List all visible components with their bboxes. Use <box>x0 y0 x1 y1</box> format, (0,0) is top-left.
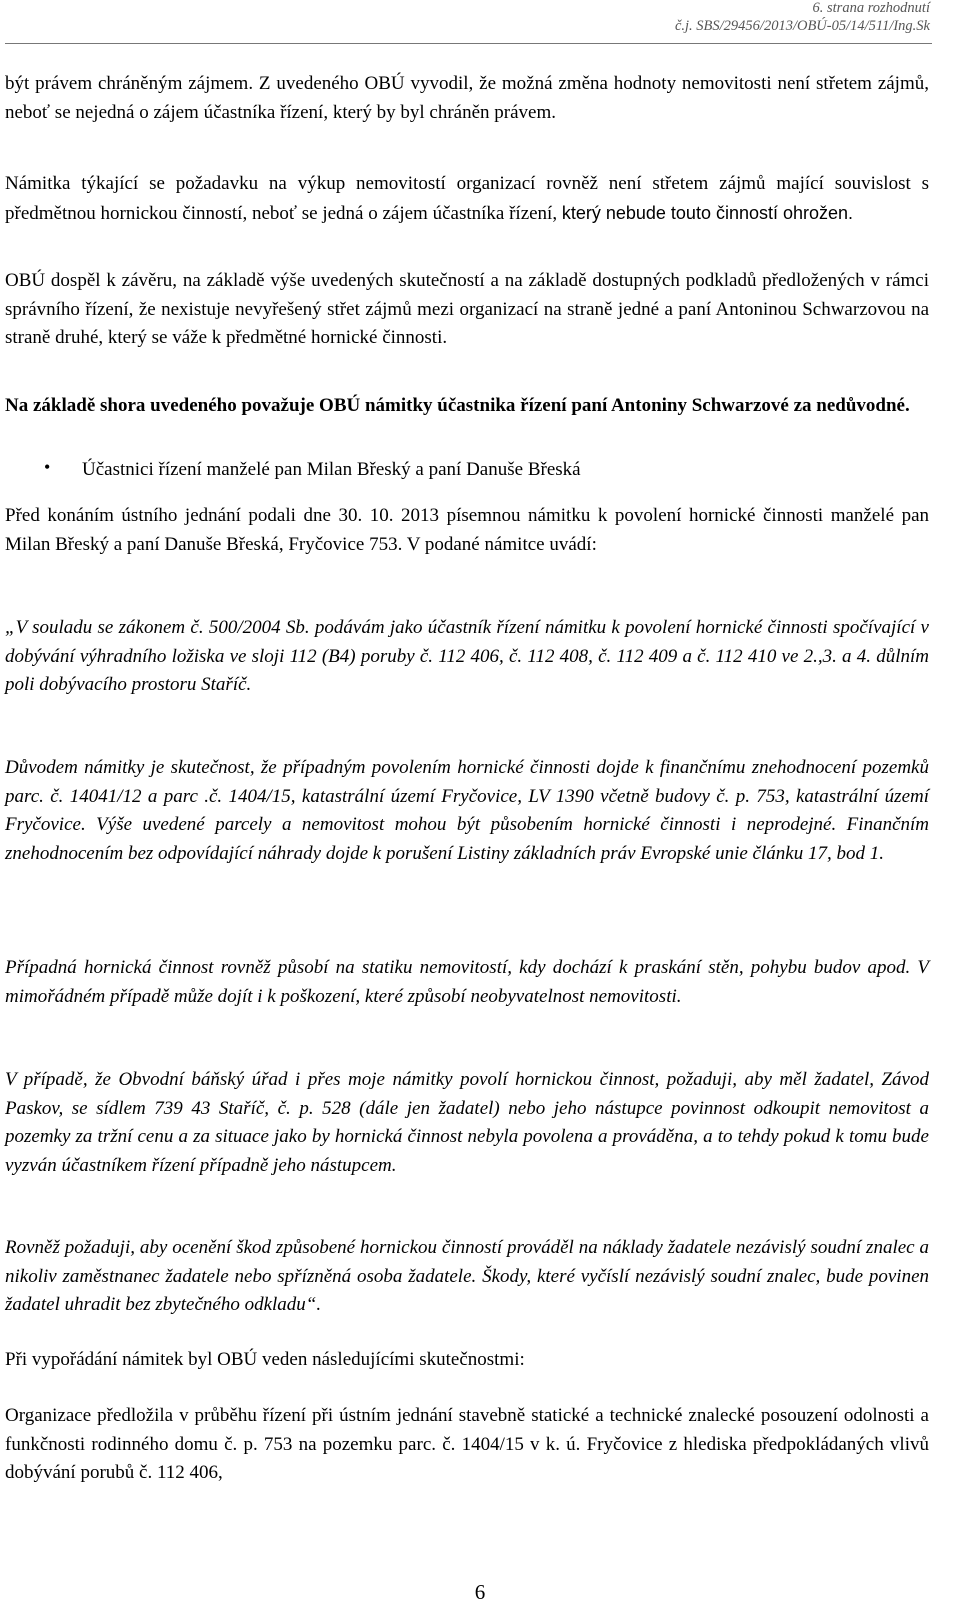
bullet-symbol: • <box>44 457 51 477</box>
paragraph-5: Před konáním ústního jednání podali dne 30. 10. 2013 písemnou námitku k povolení hornické činnosti manželé pan Milan Břeský a paní Danuše Břeská, Fryčovice 753. V podané námitce uvádí: <box>5 505 929 555</box>
page-number: 6 <box>474 1580 486 1604</box>
paragraph-4-conclusion: Na základě shora uvedeného považuje OBÚ námitky účastnika řízení paní Antoniny Schwarzové za nedůvodné. <box>5 395 910 416</box>
quote-paragraph-1: „V souladu se zákonem č. 500/2004 Sb. podávám jako účastník řízení námitku k povolení hornické činnosti spočívající v dobývání výhradního ložiska ve sloji 112 (B4) poruby č. 112 406, č. 112 408, č. 112 409 a č. 112 410 ve 2.,3. a 4. důlním poli dobývacího prostoru Staříč. <box>5 617 929 695</box>
header-reference: č.j. SBS/29456/2013/OBÚ-05/14/511/Ing.Sk <box>674 18 930 34</box>
quote-paragraph-5: Rovněž požaduji, aby ocenění škod způsobené hornickou činností prováděl na náklady žadatele nezávislý soudní znalec a nikoliv zaměstnanec žadatele nebo spřízněná osoba žadatele. Škody, které vyčíslí nezávislý soudní znalec, bude povinen žadatel uhradit bez zbytečného odkladu“. <box>5 1237 929 1315</box>
paragraph-2-serif: Námitka týkající se požadavku na výkup nemovitostí organizací rovněž není střetem zájmů mající souvislost s předmětnou hornickou činností, neboť se jedná o zájem účastníka řízení, <box>5 173 929 224</box>
bullet-item: Účastnici řízení manželé pan Milan Břeský a paní Danuše Břeská <box>82 459 581 480</box>
paragraph-1: být právem chráněným zájmem. Z uvedeného OBÚ vyvodil, že možná změna hodnoty nemovitosti není střetem zájmů, neboť se nejedná o zájem účastníka řízení, který by byl chráněn právem. <box>5 73 929 123</box>
paragraph-6: Při vypořádání námitek byl OBÚ veden následujícími skutečnostmi: <box>5 1349 525 1370</box>
quote-paragraph-3: Případná hornická činnost rovněž působí na statiku nemovitostí, kdy dochází k praskání stěn, pohybu budov apod. V mimořádném případě může dojít i k poškození, které způsobí neobyvatelnost nemovitosti. <box>5 957 929 1007</box>
paragraph-3: OBÚ dospěl k závěru, na základě výše uvedených skutečností a na základě dostupných podkladů předložených v rámci správního řízení, že nexistuje nevyřešený střet zájmů mezi organizací na straně jedné a paní Antoninou Schwarzovou na straně druhé, který se váže k předmětné hornické činnosti. <box>5 270 929 348</box>
paragraph-2 <box>5 170 929 228</box>
header-page-label: 6. strana rozhodnutí <box>812 0 930 16</box>
paragraph-7: Organizace předložila v průběhu řízení při ústním jednání stavebně statické a technické znalecké posouzení odolnosti a funkčnosti rodinného domu č. p. 753 na pozemku parc. č. 1404/15 v k. ú. Fryčovice z hlediska předpokládaných vlivů dobývání porubů č. 112 406, <box>5 1405 929 1483</box>
quote-paragraph-2: Důvodem námitky je skutečnost, že případným povolením hornické činnosti dojde k finančnímu znehodnocení pozemků parc. č. 14041/12 a parc .č. 1404/15, katastrální území Fryčovice, LV 1390 včetně budovy č. p. 753, katastrální území Fryčovice. Výše uvedené parcely a nemovitost mohou být působením hornické činnosti i neprodejné. Finančním znehodnocením bez odpovídající náhrady dojde k porušení Listiny základních práv Evropské unie článku 17, bod 1. <box>5 757 929 864</box>
quote-paragraph-4: V případě, že Obvodní báňský úřad i přes moje námitky povolí hornickou činnost, požaduji, aby měl žadatel, Závod Paskov, se sídlem 739 43 Staříč, č. p. 528 (dále jen žadatel) nebo jeho nástupce povinnost odkoupit nemovitost a pozemky za tržní cenu a za situace jako by hornická činnost nebyla povolena a prováděna, a to tehdy pokud k tomu bude vyzván účastníkem řízení případně jeho nástupcem. <box>5 1069 929 1176</box>
header-divider <box>5 43 932 44</box>
paragraph-2-sans: který nebude touto činností ohrožen. <box>561 202 854 223</box>
